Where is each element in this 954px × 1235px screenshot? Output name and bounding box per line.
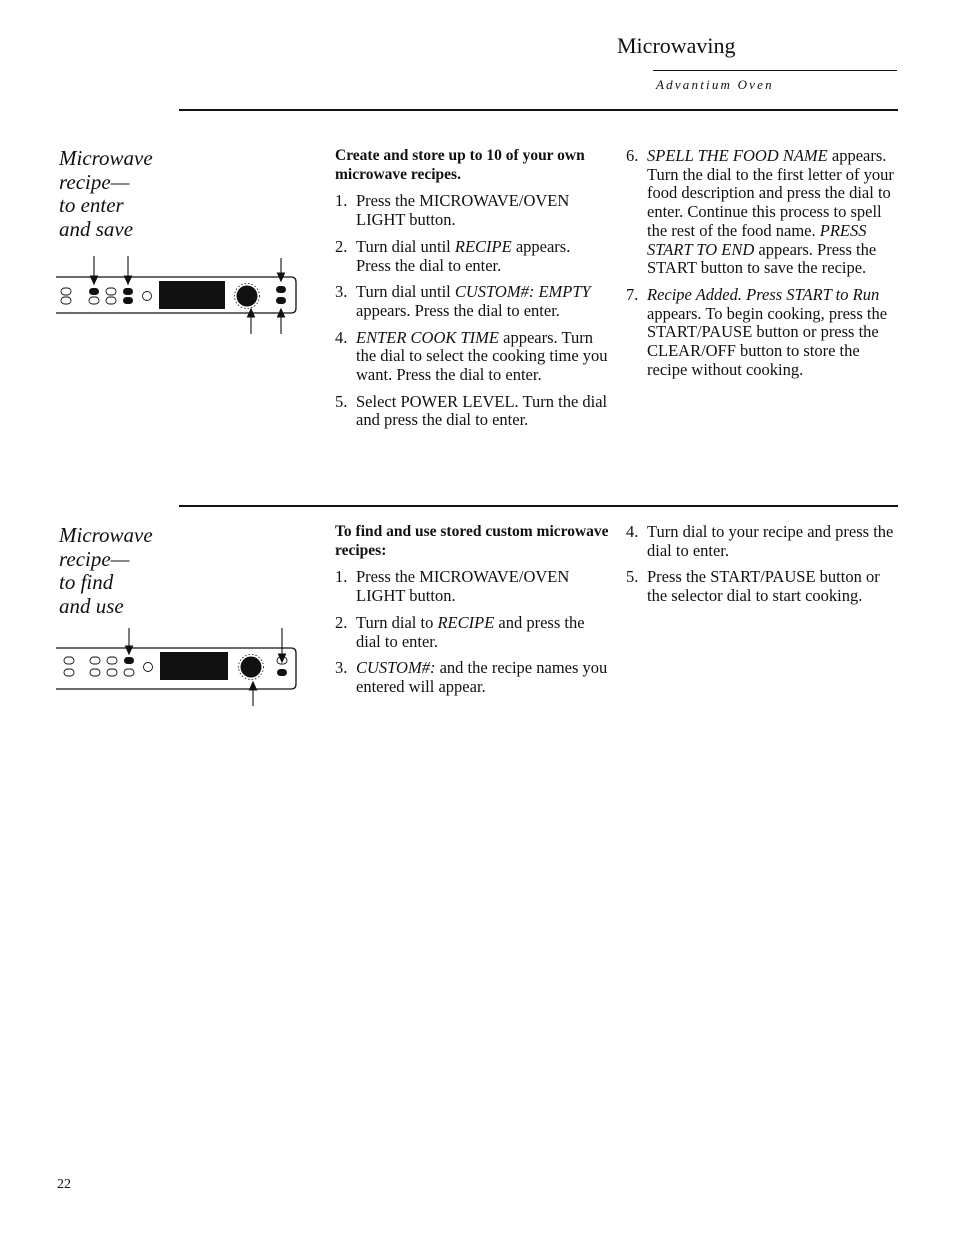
step-text: Press the START/PAUSE button or the selector dial to start cooking. xyxy=(647,567,880,606)
panel-button xyxy=(106,288,116,295)
display-message-text: Recipe Added. Press START to Run xyxy=(647,284,880,304)
page-subtitle: Advantium Oven xyxy=(656,77,774,92)
step-text: appears. Press the dial to enter. xyxy=(356,236,571,275)
section2-column-1 xyxy=(335,523,609,705)
display-message-text: RECIPE xyxy=(437,612,495,632)
step-number: 2. xyxy=(335,612,348,632)
step-text: Turn dial until xyxy=(356,282,455,302)
step-number: 4. xyxy=(626,522,639,541)
panel-button xyxy=(61,297,71,304)
panel-button xyxy=(107,669,117,676)
page-number: 22 xyxy=(57,1177,71,1192)
section-divider-top xyxy=(179,109,898,111)
side-title-line: Microwave xyxy=(59,523,153,547)
step-number: 1. xyxy=(335,567,348,587)
instruction-step xyxy=(335,283,609,320)
instruction-step xyxy=(626,523,901,560)
step-number: 6. xyxy=(626,146,639,165)
step-text: appears. Turn the dial to select the cooking time you want. Press the dial to enter. xyxy=(356,327,608,385)
step-number: 1. xyxy=(335,191,348,211)
step-text: Press the MICROWAVE/OVEN LIGHT button. xyxy=(356,567,570,606)
display-message-text: ENTER COOK TIME xyxy=(356,327,500,347)
step-number: 5. xyxy=(335,391,348,411)
side-title-line: Microwave xyxy=(59,146,153,170)
side-title-line: and save xyxy=(59,216,134,241)
step-number: 4. xyxy=(335,327,348,347)
section1-lead: Create and store up to 10 of your own microwave recipes. xyxy=(335,147,585,183)
section-divider-middle xyxy=(179,505,898,507)
step-number: 7. xyxy=(626,284,639,304)
section1-steps-b xyxy=(626,147,901,379)
step-text: appears. Press the START button to save the recipe. xyxy=(647,239,877,278)
panel-button xyxy=(124,669,134,676)
panel-display xyxy=(159,281,225,309)
panel-button xyxy=(144,663,153,672)
panel-button xyxy=(107,657,117,664)
step-text: Press the MICROWAVE/OVEN LIGHT button. xyxy=(356,191,570,230)
instruction-step xyxy=(626,147,901,278)
panel-button-highlighted xyxy=(124,657,134,664)
section1-side-title xyxy=(59,147,153,241)
step-number: 3. xyxy=(335,658,348,678)
instruction-step xyxy=(626,286,901,380)
section2-steps-b xyxy=(626,523,901,606)
page-title: Microwaving xyxy=(617,33,736,58)
section1-steps-a xyxy=(335,192,609,430)
panel-selector-dial xyxy=(241,657,262,678)
side-title-line: to find xyxy=(59,570,114,594)
section1-column-1 xyxy=(335,147,609,438)
panel-button xyxy=(61,288,71,295)
header-divider xyxy=(653,70,897,71)
step-text: appears. Turn the dial to the first letter of your food description and press the dial to enter. Continue this process to spell the rest of the food name. xyxy=(647,146,894,240)
display-message-text: PRESS START TO END xyxy=(647,220,867,259)
side-title-line: recipe— xyxy=(59,546,130,571)
panel-button-highlighted xyxy=(89,288,99,295)
step-text: and the recipe names you entered will appear. xyxy=(356,658,608,696)
step-text: Turn dial to xyxy=(356,612,438,632)
step-number: 5. xyxy=(626,567,639,587)
section2-steps-a xyxy=(335,568,609,696)
instruction-step xyxy=(335,393,609,430)
instruction-step xyxy=(335,568,609,605)
instruction-step xyxy=(626,568,901,605)
panel-button-highlighted xyxy=(277,669,287,676)
side-title-line: to enter xyxy=(59,193,124,217)
panel-button xyxy=(90,669,100,676)
instruction-step xyxy=(335,659,609,696)
step-text: and press the dial to enter. xyxy=(356,612,585,651)
display-message-text: SPELL THE FOOD NAME xyxy=(647,146,828,165)
panel-button-highlighted xyxy=(123,297,133,304)
step-number: 2. xyxy=(335,236,348,256)
step-text: Turn dial to your recipe and press the dial to enter. xyxy=(647,522,894,560)
instruction-step xyxy=(335,614,609,651)
panel-button-highlighted xyxy=(276,297,286,304)
step-text: Turn dial until xyxy=(356,236,455,256)
panel-display xyxy=(160,652,228,680)
panel-button xyxy=(64,657,74,664)
panel-button xyxy=(64,669,74,676)
section2-side-title xyxy=(59,524,153,618)
display-message-text: CUSTOM#: xyxy=(356,658,436,678)
panel-selector-dial xyxy=(237,286,258,307)
panel-button-highlighted xyxy=(123,288,133,295)
instruction-step xyxy=(335,192,609,229)
display-message-text: RECIPE xyxy=(454,236,512,256)
display-message-text: CUSTOM#: EMPTY xyxy=(454,282,591,302)
instruction-step xyxy=(335,329,609,385)
panel-button xyxy=(106,297,116,304)
panel-button-highlighted xyxy=(276,286,286,293)
panel-button xyxy=(90,657,100,664)
instruction-step xyxy=(335,238,609,275)
control-panel-diagram-1 xyxy=(55,255,300,335)
step-text: appears. Press the dial to enter. xyxy=(356,300,560,320)
side-title-line: recipe— xyxy=(59,169,130,194)
side-title-line: and use xyxy=(59,593,124,618)
step-text: appears. To begin cooking, press the START/PAUSE button or press the CLEAR/OFF button to store the recipe without cooking. xyxy=(647,303,888,379)
section2-lead: To find and use stored custom microwave recipes: xyxy=(335,523,609,559)
section2-column-2 xyxy=(626,523,901,614)
panel-button xyxy=(89,297,99,304)
step-number: 3. xyxy=(335,282,348,302)
panel-button xyxy=(143,292,152,301)
section1-column-2 xyxy=(626,147,901,387)
step-text: Select POWER LEVEL. Turn the dial and press the dial to enter. xyxy=(356,391,608,430)
control-panel-diagram-2 xyxy=(55,626,300,708)
